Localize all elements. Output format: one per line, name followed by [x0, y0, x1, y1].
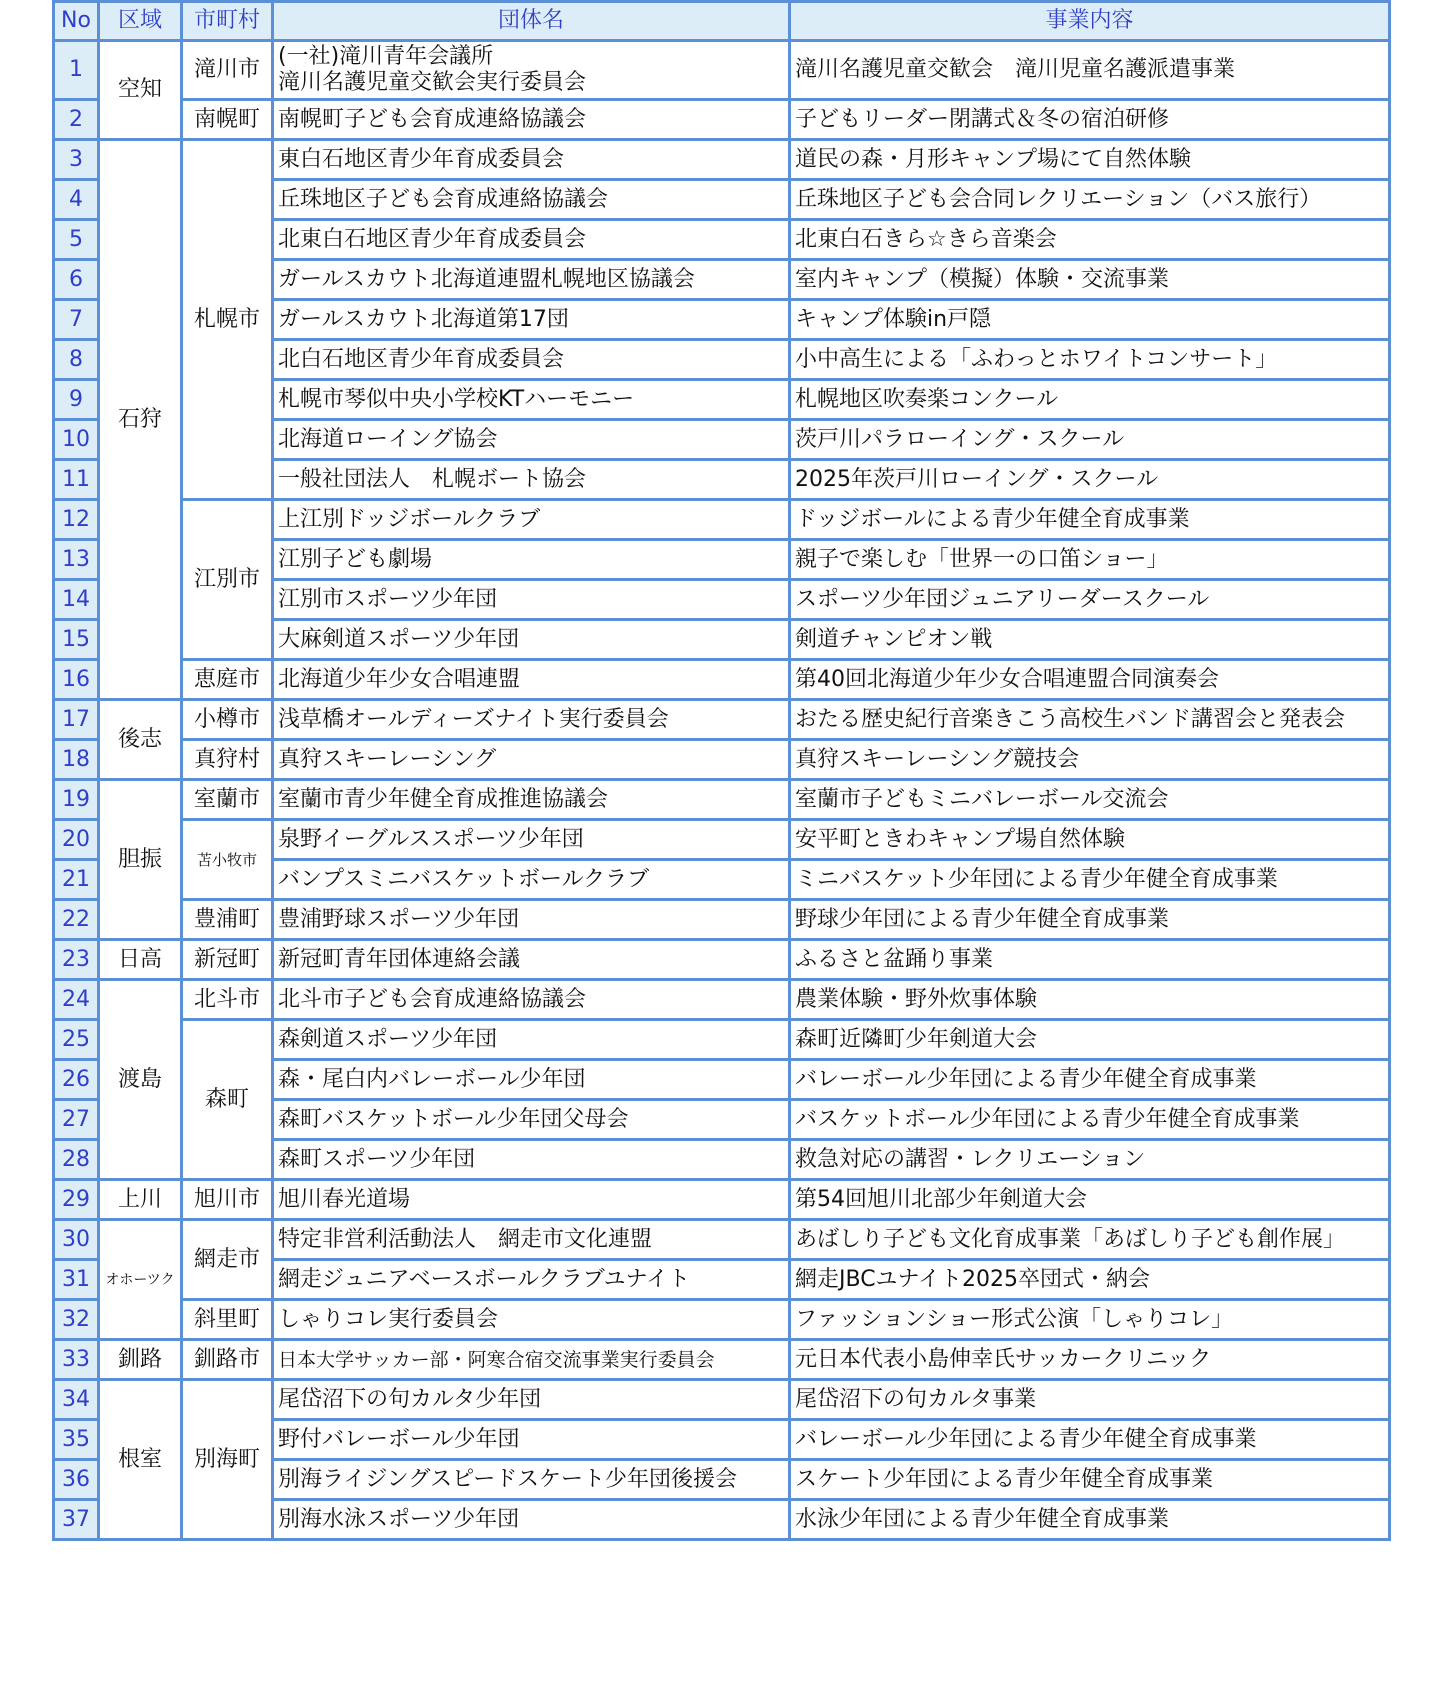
row-number: 29 [54, 1180, 99, 1220]
organization-cell: 上江別ドッジボールクラブ [273, 500, 790, 540]
row-number: 28 [54, 1140, 99, 1180]
row-number: 35 [54, 1420, 99, 1460]
organization-cell: 大麻剣道スポーツ少年団 [273, 620, 790, 660]
municipality-cell: 森町 [182, 1020, 273, 1180]
row-number: 36 [54, 1460, 99, 1500]
organization-cell: 尾岱沼下の句カルタ少年団 [273, 1380, 790, 1420]
project-cell: 道民の森・月形キャンプ場にて自然体験 [790, 140, 1390, 180]
organization-cell: 北海道少年少女合唱連盟 [273, 660, 790, 700]
table-header-row [54, 2, 1390, 41]
row-number: 23 [54, 940, 99, 980]
row-number: 27 [54, 1100, 99, 1140]
project-cell: おたる歴史紀行音楽きこう高校生バンド講習会と発表会 [790, 700, 1390, 740]
row-number: 4 [54, 180, 99, 220]
table-row [54, 140, 1390, 180]
table-row [54, 1300, 1390, 1340]
row-number: 34 [54, 1380, 99, 1420]
project-cell: ふるさと盆踊り事業 [790, 940, 1390, 980]
project-cell: 剣道チャンピオン戦 [790, 620, 1390, 660]
row-number: 24 [54, 980, 99, 1020]
organization-cell: 旭川春光道場 [273, 1180, 790, 1220]
municipality-cell: 江別市 [182, 500, 273, 660]
organization-cell: 森町バスケットボール少年団父母会 [273, 1100, 790, 1140]
table-row [54, 940, 1390, 980]
project-cell: 元日本代表小島伸幸氏サッカークリニック [790, 1340, 1390, 1380]
row-number: 6 [54, 260, 99, 300]
project-cell: 尾岱沼下の句カルタ事業 [790, 1380, 1390, 1420]
row-number: 15 [54, 620, 99, 660]
organization-cell: 丘珠地区子ども会育成連絡協議会 [273, 180, 790, 220]
project-cell: 森町近隣町少年剣道大会 [790, 1020, 1390, 1060]
row-number: 37 [54, 1500, 99, 1540]
organization-cell: 北東白石地区青少年育成委員会 [273, 220, 790, 260]
grant-recipients-table [52, 0, 1391, 1541]
table-row [54, 41, 1390, 100]
table-row [54, 780, 1390, 820]
table-row [54, 660, 1390, 700]
organization-cell: 網走ジュニアベースボールクラブユナイト [273, 1260, 790, 1300]
organization-cell: 真狩スキーレーシング [273, 740, 790, 780]
project-cell: スポーツ少年団ジュニアリーダースクール [790, 580, 1390, 620]
table-body [54, 41, 1390, 1540]
row-number: 18 [54, 740, 99, 780]
organization-cell: 室蘭市青少年健全育成推進協議会 [273, 780, 790, 820]
project-cell: ミニバスケット少年団による青少年健全育成事業 [790, 860, 1390, 900]
project-cell: 小中高生による「ふわっとホワイトコンサート」 [790, 340, 1390, 380]
project-cell: 2025年茨戸川ローイング・スクール [790, 460, 1390, 500]
project-cell: 第54回旭川北部少年剣道大会 [790, 1180, 1390, 1220]
row-number: 8 [54, 340, 99, 380]
project-cell: キャンプ体験in戸隠 [790, 300, 1390, 340]
row-number: 3 [54, 140, 99, 180]
row-number: 13 [54, 540, 99, 580]
row-number: 10 [54, 420, 99, 460]
municipality-cell: 斜里町 [182, 1300, 273, 1340]
table-row [54, 500, 1390, 540]
project-cell: 農業体験・野外炊事体験 [790, 980, 1390, 1020]
table-row [54, 1220, 1390, 1260]
row-number: 12 [54, 500, 99, 540]
municipality-cell: 室蘭市 [182, 780, 273, 820]
organization-cell: (一社)滝川青年会議所 滝川名護児童交歓会実行委員会 [273, 41, 790, 100]
project-cell: スケート少年団による青少年健全育成事業 [790, 1460, 1390, 1500]
project-cell: バレーボール少年団による青少年健全育成事業 [790, 1060, 1390, 1100]
municipality-cell: 新冠町 [182, 940, 273, 980]
municipality-cell: 小樽市 [182, 700, 273, 740]
project-cell: あばしり子ども文化育成事業「あばしり子ども創作展」 [790, 1220, 1390, 1260]
project-cell: 救急対応の講習・レクリエーション [790, 1140, 1390, 1180]
row-number: 25 [54, 1020, 99, 1060]
region-cell: 胆振 [99, 780, 182, 940]
project-cell: 茨戸川パラローイング・スクール [790, 420, 1390, 460]
row-number: 33 [54, 1340, 99, 1380]
organization-cell: 森・尾白内バレーボール少年団 [273, 1060, 790, 1100]
municipality-cell: 恵庭市 [182, 660, 273, 700]
project-cell: 水泳少年団による青少年健全育成事業 [790, 1500, 1390, 1540]
organization-cell: 日本大学サッカー部・阿寒合宿交流事業実行委員会 [273, 1340, 790, 1380]
header-organization: 団体名 [273, 2, 790, 41]
organization-cell: 札幌市琴似中央小学校KTハーモニー [273, 380, 790, 420]
project-cell: バスケットボール少年団による青少年健全育成事業 [790, 1100, 1390, 1140]
table-row [54, 820, 1390, 860]
row-number: 21 [54, 860, 99, 900]
municipality-cell: 網走市 [182, 1220, 273, 1300]
organization-cell: 一般社団法人 札幌ボート協会 [273, 460, 790, 500]
row-number: 30 [54, 1220, 99, 1260]
organization-cell: 別海水泳スポーツ少年団 [273, 1500, 790, 1540]
organization-cell: 江別子ども劇場 [273, 540, 790, 580]
organization-cell: 森町スポーツ少年団 [273, 1140, 790, 1180]
row-number: 1 [54, 41, 99, 100]
table-row [54, 700, 1390, 740]
region-cell: 渡島 [99, 980, 182, 1180]
project-cell: 北東白石きら☆きら音楽会 [790, 220, 1390, 260]
row-number: 16 [54, 660, 99, 700]
region-cell: 根室 [99, 1380, 182, 1540]
organization-cell: 豊浦野球スポーツ少年団 [273, 900, 790, 940]
project-cell: 安平町ときわキャンプ場自然体験 [790, 820, 1390, 860]
table-row [54, 100, 1390, 140]
project-cell: ファッションショー形式公演「しゃりコレ」 [790, 1300, 1390, 1340]
organization-cell: 別海ライジングスピードスケート少年団後援会 [273, 1460, 790, 1500]
organization-cell: 北斗市子ども会育成連絡協議会 [273, 980, 790, 1020]
region-cell: 空知 [99, 41, 182, 140]
project-cell: 野球少年団による青少年健全育成事業 [790, 900, 1390, 940]
organization-cell: 南幌町子ども会育成連絡協議会 [273, 100, 790, 140]
header-no: No [54, 2, 99, 41]
organization-cell: 新冠町青年団体連絡会議 [273, 940, 790, 980]
municipality-cell: 札幌市 [182, 140, 273, 500]
region-cell: 日高 [99, 940, 182, 980]
region-cell: 上川 [99, 1180, 182, 1220]
table-row [54, 1180, 1390, 1220]
organization-cell: バンプスミニバスケットボールクラブ [273, 860, 790, 900]
project-cell: 子どもリーダー閉講式＆冬の宿泊研修 [790, 100, 1390, 140]
municipality-cell: 北斗市 [182, 980, 273, 1020]
header-municipality: 市町村 [182, 2, 273, 41]
row-number: 7 [54, 300, 99, 340]
table-row [54, 1020, 1390, 1060]
organization-cell: 浅草橋オールディーズナイト実行委員会 [273, 700, 790, 740]
municipality-cell: 旭川市 [182, 1180, 273, 1220]
organization-cell: ガールスカウト北海道連盟札幌地区協議会 [273, 260, 790, 300]
organization-cell: 森剣道スポーツ少年団 [273, 1020, 790, 1060]
row-number: 5 [54, 220, 99, 260]
project-cell: 室蘭市子どもミニバレーボール交流会 [790, 780, 1390, 820]
organization-cell: ガールスカウト北海道第17団 [273, 300, 790, 340]
table-row [54, 900, 1390, 940]
municipality-cell: 豊浦町 [182, 900, 273, 940]
table-row [54, 740, 1390, 780]
table-row [54, 1340, 1390, 1380]
municipality-cell: 別海町 [182, 1380, 273, 1540]
project-cell: 丘珠地区子ども会合同レクリエーション（バス旅行） [790, 180, 1390, 220]
project-cell: 網走JBCユナイト2025卒団式・納会 [790, 1260, 1390, 1300]
row-number: 19 [54, 780, 99, 820]
municipality-cell: 真狩村 [182, 740, 273, 780]
organization-cell: しゃりコレ実行委員会 [273, 1300, 790, 1340]
row-number: 2 [54, 100, 99, 140]
row-number: 9 [54, 380, 99, 420]
municipality-cell: 滝川市 [182, 41, 273, 100]
row-number: 22 [54, 900, 99, 940]
organization-cell: 東白石地区青少年育成委員会 [273, 140, 790, 180]
project-cell: ドッジボールによる青少年健全育成事業 [790, 500, 1390, 540]
project-cell: 札幌地区吹奏楽コンクール [790, 380, 1390, 420]
organization-cell: 特定非営利活動法人 網走市文化連盟 [273, 1220, 790, 1260]
project-cell: 真狩スキーレーシング競技会 [790, 740, 1390, 780]
municipality-cell: 南幌町 [182, 100, 273, 140]
table-row [54, 1380, 1390, 1420]
municipality-cell: 釧路市 [182, 1340, 273, 1380]
project-cell: 室内キャンプ（模擬）体験・交流事業 [790, 260, 1390, 300]
row-number: 11 [54, 460, 99, 500]
region-cell: オホーツク [99, 1220, 182, 1340]
municipality-cell: 苫小牧市 [182, 820, 273, 900]
project-cell: 親子で楽しむ「世界一の口笛ショー」 [790, 540, 1390, 580]
header-region: 区域 [99, 2, 182, 41]
row-number: 14 [54, 580, 99, 620]
table-row [54, 980, 1390, 1020]
row-number: 32 [54, 1300, 99, 1340]
row-number: 20 [54, 820, 99, 860]
organization-cell: 北白石地区青少年育成委員会 [273, 340, 790, 380]
project-cell: 第40回北海道少年少女合唱連盟合同演奏会 [790, 660, 1390, 700]
project-cell: 滝川名護児童交歓会 滝川児童名護派遣事業 [790, 41, 1390, 100]
region-cell: 石狩 [99, 140, 182, 700]
row-number: 31 [54, 1260, 99, 1300]
region-cell: 釧路 [99, 1340, 182, 1380]
header-project: 事業内容 [790, 2, 1390, 41]
region-cell: 後志 [99, 700, 182, 780]
row-number: 26 [54, 1060, 99, 1100]
organization-cell: 江別市スポーツ少年団 [273, 580, 790, 620]
project-cell: バレーボール少年団による青少年健全育成事業 [790, 1420, 1390, 1460]
organization-cell: 北海道ローイング協会 [273, 420, 790, 460]
organization-cell: 野付バレーボール少年団 [273, 1420, 790, 1460]
row-number: 17 [54, 700, 99, 740]
organization-cell: 泉野イーグルススポーツ少年団 [273, 820, 790, 860]
